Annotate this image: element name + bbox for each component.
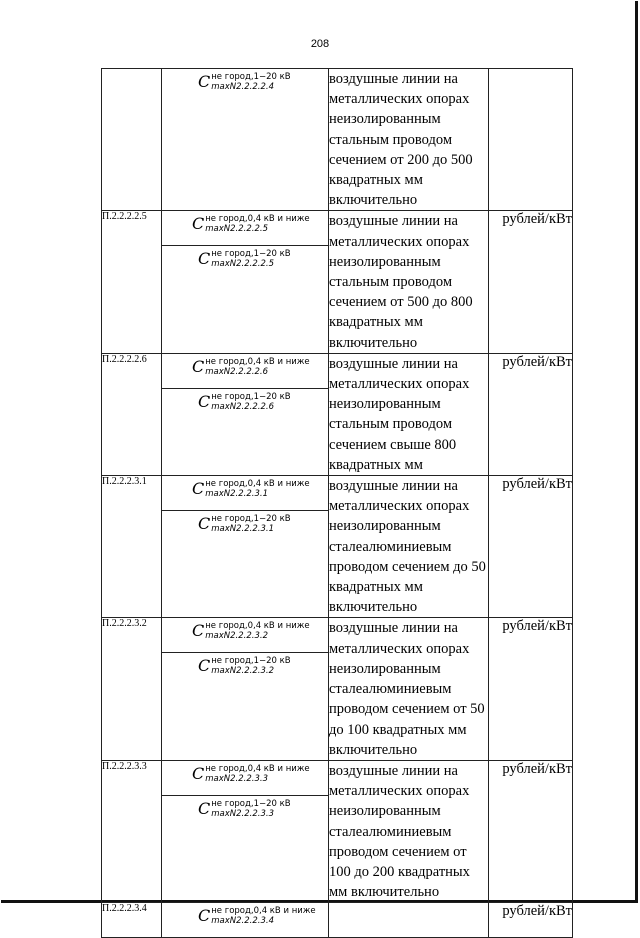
formula-superscript: не город,1−20 кВ — [211, 514, 291, 525]
variable-cell — [162, 618, 329, 760]
formula-variable — [162, 476, 328, 510]
variable-cell — [162, 760, 329, 902]
formula-subscript: maxN2.2.2.2.6 — [211, 401, 274, 412]
formula-superscript: не город,0,4 кВ и ниже — [205, 479, 310, 490]
page-number: 208 — [310, 38, 330, 50]
formula-variable — [162, 652, 328, 687]
formula-superscript: не город,1−20 кВ — [211, 798, 291, 809]
row-unit: рублей/кВт — [489, 760, 573, 902]
formula-superscript: не город,1−20 кВ — [211, 391, 291, 402]
formula-superscript: не город,0,4 кВ и ниже — [205, 763, 310, 774]
formula-variable — [162, 245, 328, 280]
row-unit: рублей/кВт — [489, 353, 573, 475]
row-unit: рублей/кВт — [489, 903, 573, 938]
row-description: воздушные линии на металлических опорах неизолированным стальным проводом сечением от 500 до 800 квадратных мм включительно — [329, 211, 489, 353]
row-description — [329, 903, 489, 938]
row-description: воздушные линии на металлических опорах неизолированным стальным проводом сечением от 200 до 500 квадратных мм включительно — [329, 69, 489, 211]
formula-subscript: maxN2.2.2.2.6 — [205, 366, 268, 377]
formula-subscript: maxN2.2.2.2.4 — [211, 82, 274, 92]
formula-variable — [162, 69, 328, 103]
formula-subscript: maxN2.2.2.3.1 — [205, 489, 268, 500]
variable-cell — [162, 476, 329, 618]
formula-variable — [162, 795, 328, 830]
row-code: П.2.2.2.3.3 — [102, 760, 162, 902]
formula-symbol: C — [198, 906, 211, 926]
row-unit: рублей/кВт — [489, 618, 573, 760]
formula-symbol: C — [192, 214, 205, 234]
row-code: П.2.2.2.3.1 — [102, 476, 162, 618]
variable-cell — [162, 903, 329, 938]
table-row — [102, 476, 573, 618]
formula-subscript: maxN2.2.2.3.4 — [211, 916, 274, 927]
variable-cell — [162, 211, 329, 353]
formula-subscript: maxN2.2.2.3.3 — [211, 808, 274, 819]
formula-subscript: maxN2.2.2.3.2 — [205, 631, 268, 642]
formula-symbol: C — [192, 621, 205, 641]
formula-symbol: C — [198, 249, 211, 269]
formula-symbol: C — [198, 514, 211, 534]
formula-subscript: maxN2.2.2.3.3 — [205, 773, 268, 784]
formula-subscript: maxN2.2.2.2.5 — [205, 224, 268, 235]
formula-variable — [162, 761, 328, 795]
formula-variable — [162, 903, 328, 937]
table-row — [102, 211, 573, 353]
formula-superscript: не город,1−20 кВ — [211, 72, 291, 82]
formula-subscript: maxN2.2.2.3.1 — [211, 524, 274, 535]
formula-variable — [162, 354, 328, 388]
row-unit: рублей/кВт — [489, 211, 573, 353]
table-row — [102, 760, 573, 902]
formula-superscript: не город,0,4 кВ и ниже — [211, 906, 316, 917]
formula-superscript: не город,1−20 кВ — [211, 656, 291, 667]
formula-variable — [162, 618, 328, 652]
row-code: П.2.2.2.3.2 — [102, 618, 162, 760]
formula-symbol: C — [198, 656, 211, 676]
row-code: П.2.2.2.3.4 — [102, 903, 162, 938]
table-row — [102, 618, 573, 760]
formula-subscript: maxN2.2.2.2.5 — [211, 259, 274, 270]
formula-superscript: не город,0,4 кВ и ниже — [205, 214, 310, 225]
row-description: воздушные линии на металлических опорах неизолированным стальным проводом сечением свыше 800 квадратных мм — [329, 353, 489, 475]
formula-symbol: C — [198, 391, 211, 411]
row-description: воздушные линии на металлических опорах неизолированным сталеалюминиевым проводом сечением до 50 квадратных мм включительно — [329, 476, 489, 618]
row-code — [102, 69, 162, 211]
formula-symbol: C — [198, 72, 211, 91]
row-unit — [489, 69, 573, 211]
row-code: П.2.2.2.2.6 — [102, 353, 162, 475]
formula-superscript: не город,0,4 кВ и ниже — [205, 621, 310, 632]
row-description: воздушные линии на металлических опорах неизолированным сталеалюминиевым проводом сечением от 100 до 200 квадратных мм включительно — [329, 760, 489, 902]
formula-variable — [162, 211, 328, 245]
row-code: П.2.2.2.2.5 — [102, 211, 162, 353]
row-description: воздушные линии на металлических опорах неизолированным сталеалюминиевым проводом сечением от 50 до 100 квадратных мм включительно — [329, 618, 489, 760]
formula-symbol: C — [192, 479, 205, 499]
formula-symbol: C — [192, 763, 205, 783]
formula-superscript: не город,1−20 кВ — [211, 249, 291, 260]
table-row — [102, 353, 573, 475]
formula-superscript: не город,0,4 кВ и ниже — [205, 356, 310, 367]
formula-variable — [162, 388, 328, 423]
formula-subscript: maxN2.2.2.3.2 — [211, 666, 274, 677]
row-unit: рублей/кВт — [489, 476, 573, 618]
formula-variable — [162, 510, 328, 545]
table-row — [102, 69, 573, 211]
formula-symbol: C — [198, 798, 211, 818]
table-row — [102, 903, 573, 938]
variable-cell — [162, 69, 329, 211]
tariff-table — [101, 68, 573, 938]
variable-cell — [162, 353, 329, 475]
formula-symbol: C — [192, 356, 205, 376]
